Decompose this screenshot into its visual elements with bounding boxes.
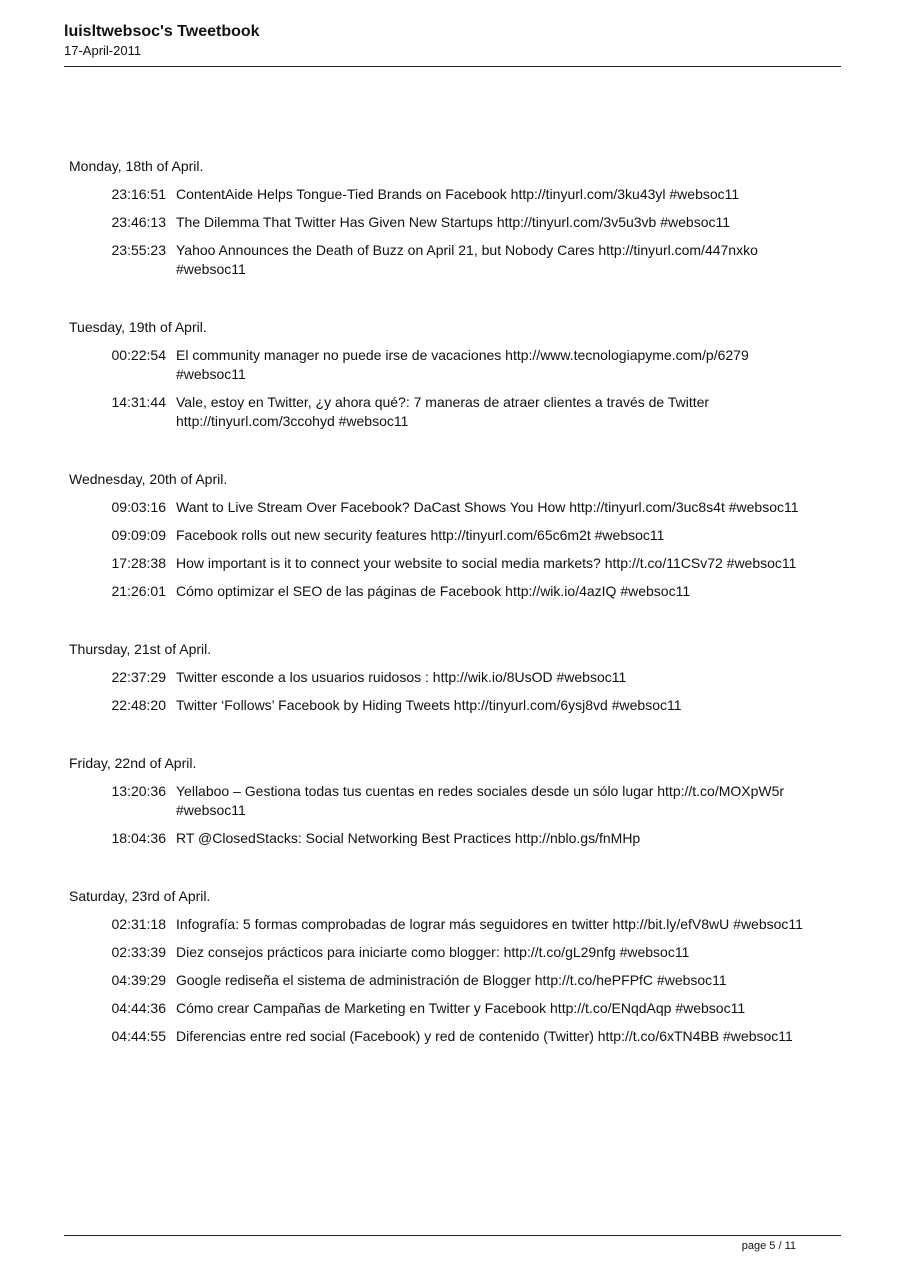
tweet-time: 04:44:36 <box>111 1000 166 1016</box>
tweet-text: El community manager no puede irse de vacaciones http://www.tecnologiapyme.com/p/6279 #websoc11 <box>176 347 749 382</box>
tweet-list <box>69 157 829 1085</box>
tweet-time: 23:55:23 <box>111 242 166 258</box>
day-heading: Wednesday, 20th of April. <box>69 471 228 487</box>
tweet-time: 21:26:01 <box>111 583 166 599</box>
tweet-row <box>69 526 829 545</box>
tweet-row <box>69 915 829 934</box>
day-heading: Thursday, 21st of April. <box>69 641 212 657</box>
tweet-row <box>69 346 829 384</box>
tweet-text: Diez consejos prácticos para iniciarte como blogger: http://t.co/gL29nfg #websoc11 <box>176 944 690 960</box>
tweet-text: Yellaboo – Gestiona todas tus cuentas en redes sociales desde un sólo lugar http://t.co/MOXpW5r #websoc11 <box>176 783 785 818</box>
tweet-time: 17:28:38 <box>111 555 166 571</box>
day-heading: Monday, 18th of April. <box>69 158 204 174</box>
tweet-text: Twitter ‘Follows’ Facebook by Hiding Tweets http://tinyurl.com/6ysj8vd #websoc11 <box>176 697 682 713</box>
tweet-row <box>69 668 829 687</box>
footer-divider <box>64 1235 841 1236</box>
tweet-row <box>69 241 829 279</box>
document-date: 17-April-2011 <box>64 43 142 58</box>
tweet-time: 02:31:18 <box>111 916 166 932</box>
tweet-row <box>69 582 829 601</box>
tweet-time: 04:39:29 <box>111 972 166 988</box>
tweet-text: Google rediseña el sistema de administración de Blogger http://t.co/hePFPfC #websoc11 <box>176 972 727 988</box>
day-section <box>69 157 829 279</box>
day-heading: Tuesday, 19th of April. <box>69 319 207 335</box>
tweet-time: 13:20:36 <box>111 783 166 799</box>
tweet-row <box>69 943 829 962</box>
tweet-row <box>69 696 829 715</box>
day-section <box>69 754 829 848</box>
tweet-time: 02:33:39 <box>111 944 166 960</box>
tweet-time: 22:37:29 <box>111 669 166 685</box>
page-header <box>64 22 840 59</box>
day-section <box>69 318 829 431</box>
tweet-text: How important is it to connect your website to social media markets? http://t.co/11CSv72 #websoc11 <box>176 555 797 571</box>
tweet-time: 22:48:20 <box>111 697 166 713</box>
tweet-row <box>69 554 829 573</box>
day-section <box>69 887 829 1046</box>
tweet-time: 09:09:09 <box>111 527 166 543</box>
tweet-text: Yahoo Announces the Death of Buzz on April 21, but Nobody Cares http://tinyurl.com/447nxko #websoc11 <box>176 242 758 277</box>
tweet-row <box>69 498 829 517</box>
tweet-text: Diferencias entre red social (Facebook) y red de contenido (Twitter) http://t.co/6xTN4BB #websoc11 <box>176 1028 793 1044</box>
tweet-text: The Dilemma That Twitter Has Given New Startups http://tinyurl.com/3v5u3vb #websoc11 <box>176 214 731 230</box>
day-heading: Saturday, 23rd of April. <box>69 888 211 904</box>
tweet-time: 18:04:36 <box>111 830 166 846</box>
tweet-text: Twitter esconde a los usuarios ruidosos : http://wik.io/8UsOD #websoc11 <box>176 669 627 685</box>
tweet-row <box>69 393 829 431</box>
header-divider <box>64 66 841 67</box>
tweet-text: Want to Live Stream Over Facebook? DaCast Shows You How http://tinyurl.com/3uc8s4t #websoc11 <box>176 499 799 515</box>
tweet-time: 09:03:16 <box>111 499 166 515</box>
day-section <box>69 640 829 715</box>
tweet-time: 14:31:44 <box>111 394 166 410</box>
tweet-text: Vale, estoy en Twitter, ¿y ahora qué?: 7 maneras de atraer clientes a través de Twitter http://tinyurl.com/3ccohyd #websoc11 <box>176 394 710 429</box>
tweet-row <box>69 999 829 1018</box>
tweet-row <box>69 829 829 848</box>
day-section <box>69 470 829 601</box>
tweet-time: 23:16:51 <box>111 186 166 202</box>
tweet-text: Cómo optimizar el SEO de las páginas de Facebook http://wik.io/4azIQ #websoc11 <box>176 583 691 599</box>
document-title: luisltwebsoc's Tweetbook <box>64 23 260 40</box>
tweet-text: Infografía: 5 formas comprobadas de lograr más seguidores en twitter http://bit.ly/efV8wU #websoc11 <box>176 916 803 932</box>
tweet-row <box>69 1027 829 1046</box>
tweet-row <box>69 782 829 820</box>
tweet-row <box>69 213 829 232</box>
tweet-time: 00:22:54 <box>111 347 166 363</box>
tweet-text: ContentAide Helps Tongue-Tied Brands on Facebook http://tinyurl.com/3ku43yl #websoc11 <box>176 186 740 202</box>
tweet-text: RT @ClosedStacks: Social Networking Best Practices http://nblo.gs/fnMHp <box>176 830 641 846</box>
tweet-text: Cómo crear Campañas de Marketing en Twitter y Facebook http://t.co/ENqdAqp #websoc11 <box>176 1000 746 1016</box>
tweet-time: 23:46:13 <box>111 214 166 230</box>
page-number: page 5 / 11 <box>741 1240 796 1252</box>
tweet-row <box>69 185 829 204</box>
tweet-time: 04:44:55 <box>111 1028 166 1044</box>
tweet-row <box>69 971 829 990</box>
day-heading: Friday, 22nd of April. <box>69 755 197 771</box>
tweet-text: Facebook rolls out new security features http://tinyurl.com/65c6m2t #websoc11 <box>176 527 665 543</box>
